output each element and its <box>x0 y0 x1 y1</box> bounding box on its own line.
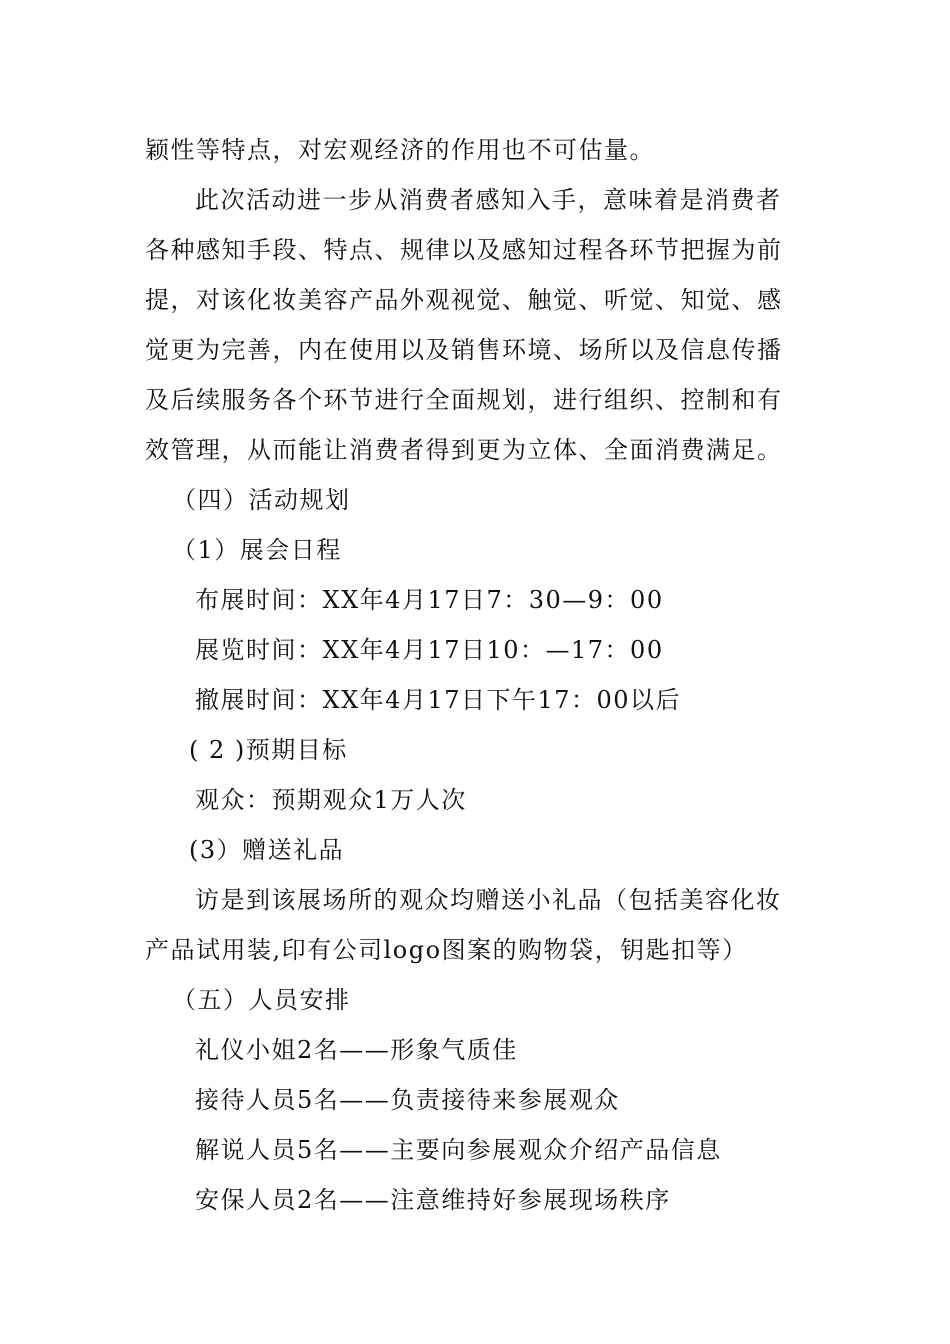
staff-item: 接待人员5名——负责接待来参展观众 <box>195 1086 620 1114</box>
paragraph-intro-line: 提，对该化妆美容产品外观视觉、触觉、听觉、知觉、感 <box>145 286 783 314</box>
schedule-item: 撤展时间：XX年4月17日下午17：00以后 <box>195 686 682 714</box>
section-5-heading: （五）人员安排 <box>172 986 351 1014</box>
staff-item: 解说人员5名——主要向参展观众介绍产品信息 <box>195 1136 722 1164</box>
section-4-heading: （四）活动规划 <box>172 486 351 514</box>
paragraph-intro-line: 及后续服务各个环节进行全面规划，进行组织、控制和有 <box>145 386 783 414</box>
paragraph-intro-line: 各种感知手段、特点、规律以及感知过程各环节把握为前 <box>145 236 783 264</box>
document-body <box>145 125 810 1225</box>
target-text: 观众：预期观众1万人次 <box>195 786 467 814</box>
paragraph-intro-line: 效管理，从而能让消费者得到更为立体、全面消费满足。 <box>145 436 783 464</box>
schedule-item: 展览时间：XX年4月17日10：—17：00 <box>195 636 664 664</box>
paragraph-intro-line: 此次活动进一步从消费者感知入手，意味着是消费者 <box>195 186 782 214</box>
target-heading: ( 2 )预期目标 <box>189 736 348 764</box>
paragraph-intro <box>145 175 810 475</box>
paragraph-continuation-line: 颖性等特点，对宏观经济的作用也不可估量。 <box>145 136 655 164</box>
gifts-line: 访是到该展场所的观众均赠送小礼品（包括美容化妆 <box>195 886 782 914</box>
staff-item: 安保人员2名——注意维持好参展现场秩序 <box>195 1186 671 1214</box>
staff-item: 礼仪小姐2名——形象气质佳 <box>195 1036 518 1064</box>
paragraph-intro-line: 觉更为完善，内在使用以及销售环境、场所以及信息传播 <box>145 336 783 364</box>
schedule-item: 布展时间：XX年4月17日7：30—9：00 <box>195 586 664 614</box>
gifts-line: 产品试用装,印有公司logo图案的购物袋，钥匙扣等） <box>145 936 748 964</box>
gifts-heading: (3）赠送礼品 <box>189 836 345 864</box>
schedule-heading: （1）展会日程 <box>172 536 342 564</box>
